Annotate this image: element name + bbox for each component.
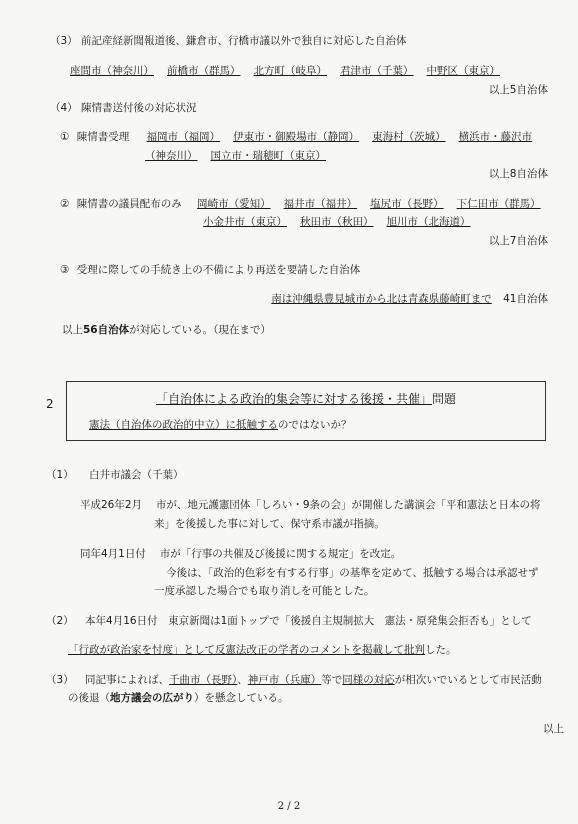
count: 41自治体 <box>503 293 548 305</box>
section-2-title <box>67 392 545 407</box>
item-3 <box>60 263 360 277</box>
detail-text: 南は沖縄県豊見城市から北は青森県藤崎町まで <box>271 293 492 305</box>
city: 君津市（千葉） <box>340 65 414 77</box>
para-line: 本年4月16日付 東京新聞は1面トップで「後援自主規制拡大 憲法・原発集会拒否も」として <box>85 615 532 627</box>
para-3-line <box>68 691 289 705</box>
city: 福井市（福井） <box>283 198 358 210</box>
para-text: 同記事によれば、 <box>85 674 170 686</box>
city: 秋田市（秋田） <box>300 216 374 228</box>
city: 下仁田市（群馬） <box>456 198 541 210</box>
para-number: （1） <box>46 469 74 481</box>
item-label: 受理に際しての手続き上の不備により再送を要請した自治体 <box>76 264 361 276</box>
section-2-number: 2 <box>46 397 54 411</box>
para-1-line: 今後は、「政治的色彩を有する行事」の基準を定めて、抵触する場合は承認せず <box>166 567 539 579</box>
item-2 <box>60 197 554 211</box>
section-4-heading <box>50 101 197 115</box>
city: 岡崎市（愛知） <box>197 198 271 210</box>
section-title: 前記産経新聞報道後、鎌倉市、行橋市議以外で独自に対応した自治体 <box>81 35 407 47</box>
para-number: （3） <box>46 674 74 686</box>
para-1-line: 平成26年2月 市が、地元護憲団体「しろい・9条の会」が開催した講演会「平和憲法と日本の将 <box>80 499 541 511</box>
para-3-heading <box>46 673 542 687</box>
total: 以上5自治体 <box>488 84 548 96</box>
city: 小金井市（東京） <box>203 216 287 228</box>
para-text: 等で <box>321 674 343 686</box>
section-2-subtitle <box>89 418 352 432</box>
item-mark: ③ <box>60 264 70 276</box>
summary-pre: 以上 <box>62 324 83 336</box>
section-number: （3） <box>50 35 78 47</box>
city: 前橋市（群馬） <box>167 65 241 77</box>
para-text: の後退（ <box>68 692 110 704</box>
section-number: （4） <box>50 102 78 114</box>
city: 横浜市・藤沢市 <box>458 131 533 143</box>
item-mark: ① <box>60 131 70 143</box>
para-2-line <box>68 643 457 657</box>
para-1-line: 来」を後援した事に対して、保守系市議が指摘。 <box>154 518 385 530</box>
total: 以上7自治体 <box>488 235 548 247</box>
summary <box>62 323 271 337</box>
total: 以上8自治体 <box>488 168 548 180</box>
para-underlined: 同様の対応 <box>342 674 395 686</box>
subtitle-rest: のではないか？ <box>278 419 352 431</box>
para-underlined: 神戸市（兵庫） <box>247 674 322 686</box>
item-mark: ② <box>60 198 70 210</box>
section-2-box <box>66 381 546 441</box>
city-list <box>145 149 339 163</box>
subtitle-underlined: 憲法（自治体の政治的中立）に抵触する <box>89 419 278 431</box>
item-label: 陳情書受理 <box>76 131 130 143</box>
section-title: 陳情書送付後の対応状況 <box>81 102 197 114</box>
city: 福岡市（福岡） <box>146 131 221 143</box>
title-rest: 問題 <box>432 392 457 406</box>
city: 東海村（茨城） <box>372 131 446 143</box>
para-2-heading <box>46 614 532 628</box>
para-text: ）を懸念している。 <box>194 692 289 704</box>
city: 座間市（神奈川） <box>70 65 154 77</box>
city-list <box>70 64 513 78</box>
section-3-heading <box>50 34 407 48</box>
city: （神奈川） <box>145 150 198 162</box>
city: 北方町（岐阜） <box>253 65 327 77</box>
para-text: 、 <box>237 674 248 686</box>
para-1-line: 同年4月1日付 市が「行事の共催及び後援に関する規定」を改定。 <box>80 548 402 560</box>
end-mark: 以上 <box>543 723 564 735</box>
city: 中野区（東京） <box>426 65 500 77</box>
para-number: （2） <box>46 615 74 627</box>
para-1-line: 一度承認した場合でも取り消しを可能とした。 <box>154 585 375 597</box>
para-underlined: 「行政が政治家を忖度」として反憲法改正の学者のコメントを掲載して批判 <box>68 644 425 656</box>
item-label: 陳情書の議員配布のみ <box>76 198 182 210</box>
summary-bold: 56自治体 <box>83 324 130 336</box>
item-3-detail <box>271 292 548 306</box>
page-number: 2 / 2 <box>277 801 301 812</box>
title-underlined: 「自治体による政治的集会等に対する後援・共催」 <box>155 392 432 406</box>
summary-post: が対応している。（現在まで） <box>129 324 271 336</box>
city-list <box>203 215 484 229</box>
city: 伊東市・御殿場市（静岡） <box>233 131 360 143</box>
city: 国立市・瑞穂町（東京） <box>210 150 326 162</box>
para-bold: 地方議会の広がり <box>110 692 194 704</box>
city: 旭川市（北海道） <box>386 216 471 228</box>
city: 塩尻市（長野） <box>370 198 444 210</box>
para-underlined: 千曲市（長野） <box>169 674 238 686</box>
para-text: が相次いでいるとして市民活動 <box>394 674 542 686</box>
item-1 <box>60 130 545 144</box>
para-1-heading <box>46 468 184 482</box>
para-rest: した。 <box>425 644 457 656</box>
para-title: 白井市議会（千葉） <box>89 469 184 481</box>
